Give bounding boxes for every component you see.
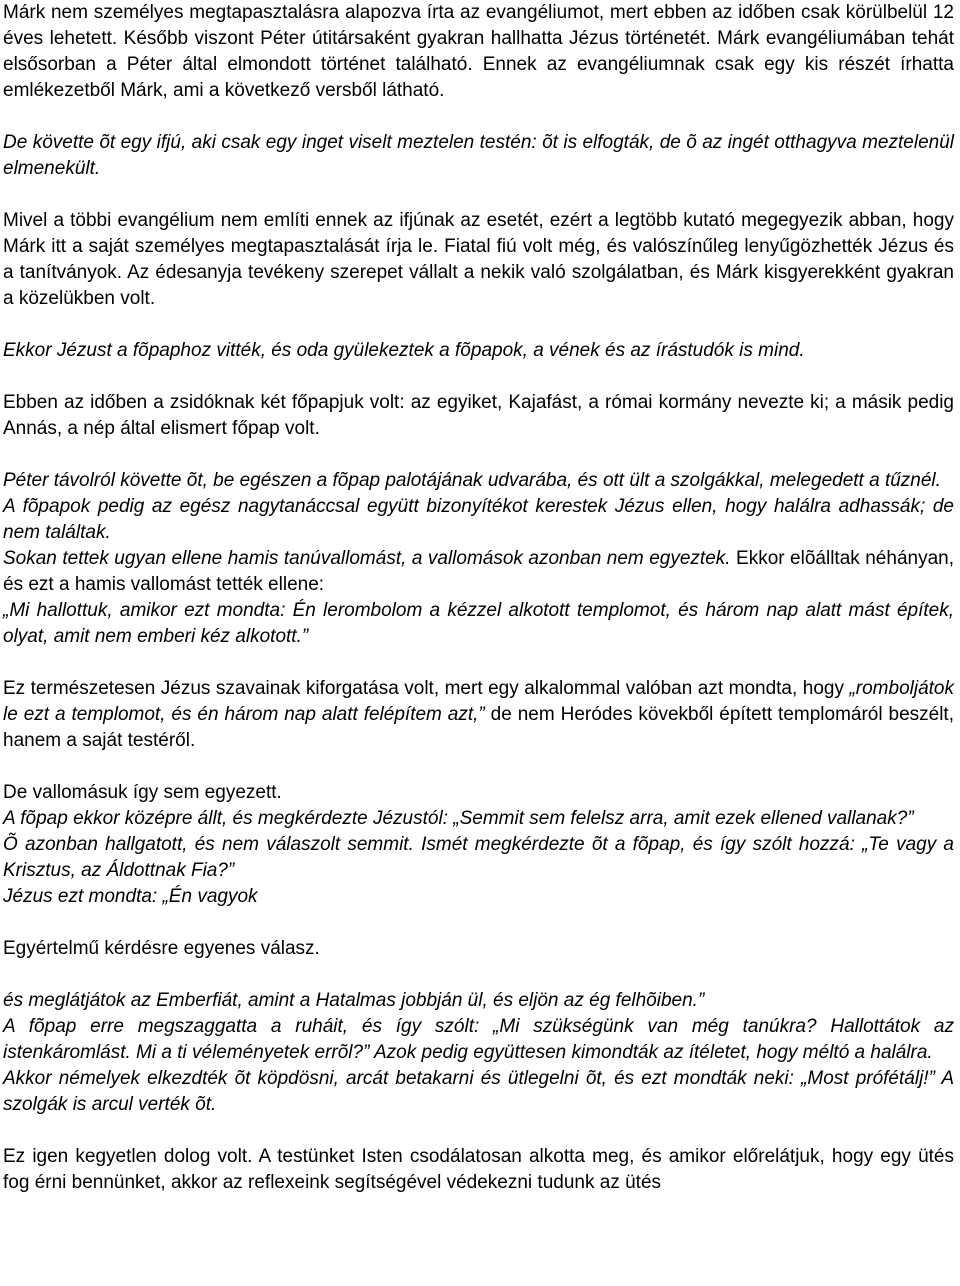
scripture-quote-temple: „Mi hallottuk, amikor ezt mondta: Én lerombolom a kézzel alkotott templomot, és három nap alatt mást építek, olyat, amit nem emberi kéz alkotott.” [3,600,954,647]
temple-explanation-quote: „romboljátok le ezt a templomot, és én három nap alatt felépítem azt,” [3,678,954,725]
false-witness-part-b: Ekkor elõálltak néhányan, és ezt a hamis vallomást tették ellene: [3,548,954,595]
scripture-quote-blasphemy: A fõpap erre megszaggatta a ruháit, és így szólt: „Mi szükségünk van még tanúkra? Hallottátok az istenkáromlást. Mi a ti véleményetek errõl?” Azok pedig együttesen kimondták az ítéletet, hogy méltó a halálra. [3,1016,954,1063]
temple-explanation-part-a: Ez természetesen Jézus szavainak kiforgatása volt, mert egy alkalommal valóban azt mondta, hogy [3,678,850,699]
scripture-quote-question: A fõpap ekkor középre állt, és megkérdezte Jézustól: „Semmit sem felelsz arra, amit ezek ellened vallanak?” [3,808,914,829]
scripture-quote-high-priest: Ekkor Jézust a fõpaphoz vitték, és oda gyülekeztek a fõpapok, a vének és az írástudók is mind. [3,340,805,361]
scripture-quote-silence: Õ azonban hallgatott, és nem válaszolt semmit. Ismét megkérdezte õt a fõpap, és így szólt hozzá: „Te vagy a Krisztus, az Áldottnak Fia?” [3,834,954,881]
scripture-quote-son-of-man: és meglátjátok az Emberfiát, amint a Hatalmas jobbján ül, és eljön az ég felhõiben.” [3,990,705,1011]
paragraph-two-high-priests: Ebben az időben a zsidóknak két főpapjuk volt: az egyiket, Kajafást, a római kormány nevezte ki; a másik pedig Annás, a nép által elismert főpap volt. [3,392,954,439]
paragraph-cruelty: Ez igen kegyetlen dolog volt. A testünket Isten csodálatosan alkotta meg, és amikor előrelátjuk, hogy egy ütés fog érni bennünket, akkor az reflexeink segítségével védekezni tudunk az ütés [3,1146,954,1193]
scripture-quote-prophesy: Akkor némelyek elkezdték õt köpdösni, arcát betakarni és ütlegelni õt, és ezt mondták neki: „Most prófétálj!” A szolgák is arcul verték õt. [3,1068,954,1115]
paragraph-temple-explanation [3,676,954,754]
temple-explanation-part-c: de nem Heródes kövekből épített templomáról beszélt, hanem a saját testéről. [3,704,954,751]
paragraph-direct-answer: Egyértelmű kérdésre egyenes válasz. [3,938,320,959]
paragraph-mark-background: Márk nem személyes megtapasztalásra alapozva írta az evangéliumot, mert ebben az időben csak körülbelül 12 éves lehetett. Később viszont Péter útitársaként gyakran hallhatta Jézus történetét. Márk evangéliumában tehát elsősorban a Péter által elmondott történet található. Ennek az evangéliumnak csak egy kis részét írhatta emlékezetből Márk, ami a következő versből látható. [3,2,954,101]
scripture-quote-i-am: Jézus ezt mondta: „Én vagyok [3,886,258,907]
scripture-quote-peter: Péter távolról követte õt, be egészen a fõpap palotájának udvarába, és ott ült a szolgákkal, melegedett a tűznél. [3,470,941,491]
false-witness-part-a: Sokan tettek ugyan ellene hamis tanúvallomást, a vallomások azonban nem egyeztek. [3,548,731,569]
paragraph-testimony: De vallomásuk így sem egyezett. [3,782,282,803]
scripture-quote-false-witness [3,546,954,598]
scripture-quote-council: A fõpapok pedig az egész nagytanáccsal együtt bizonyítékot kerestek Jézus ellen, hogy halálra adhassák; de nem találtak. [3,496,954,543]
scripture-quote-young-man: De követte õt egy ifjú, aki csak egy inget viselt meztelen testén: õt is elfogták, de õ az ingét otthagyva meztelenül elmenekült. [3,132,954,179]
paragraph-mark-experience: Mivel a többi evangélium nem említi ennek az ifjúnak az esetét, ezért a legtöbb kutató megegyezik abban, hogy Márk itt a saját személyes megtapasztalását írja le. Fiatal fiú volt még, és valószínűleg lenyűgözhették Jézus és a tanítványok. Az édesanyja tevékeny szerepet vállalt a nekik való szolgálatban, és Márk kisgyerekként gyakran a közelükben volt. [3,210,954,309]
